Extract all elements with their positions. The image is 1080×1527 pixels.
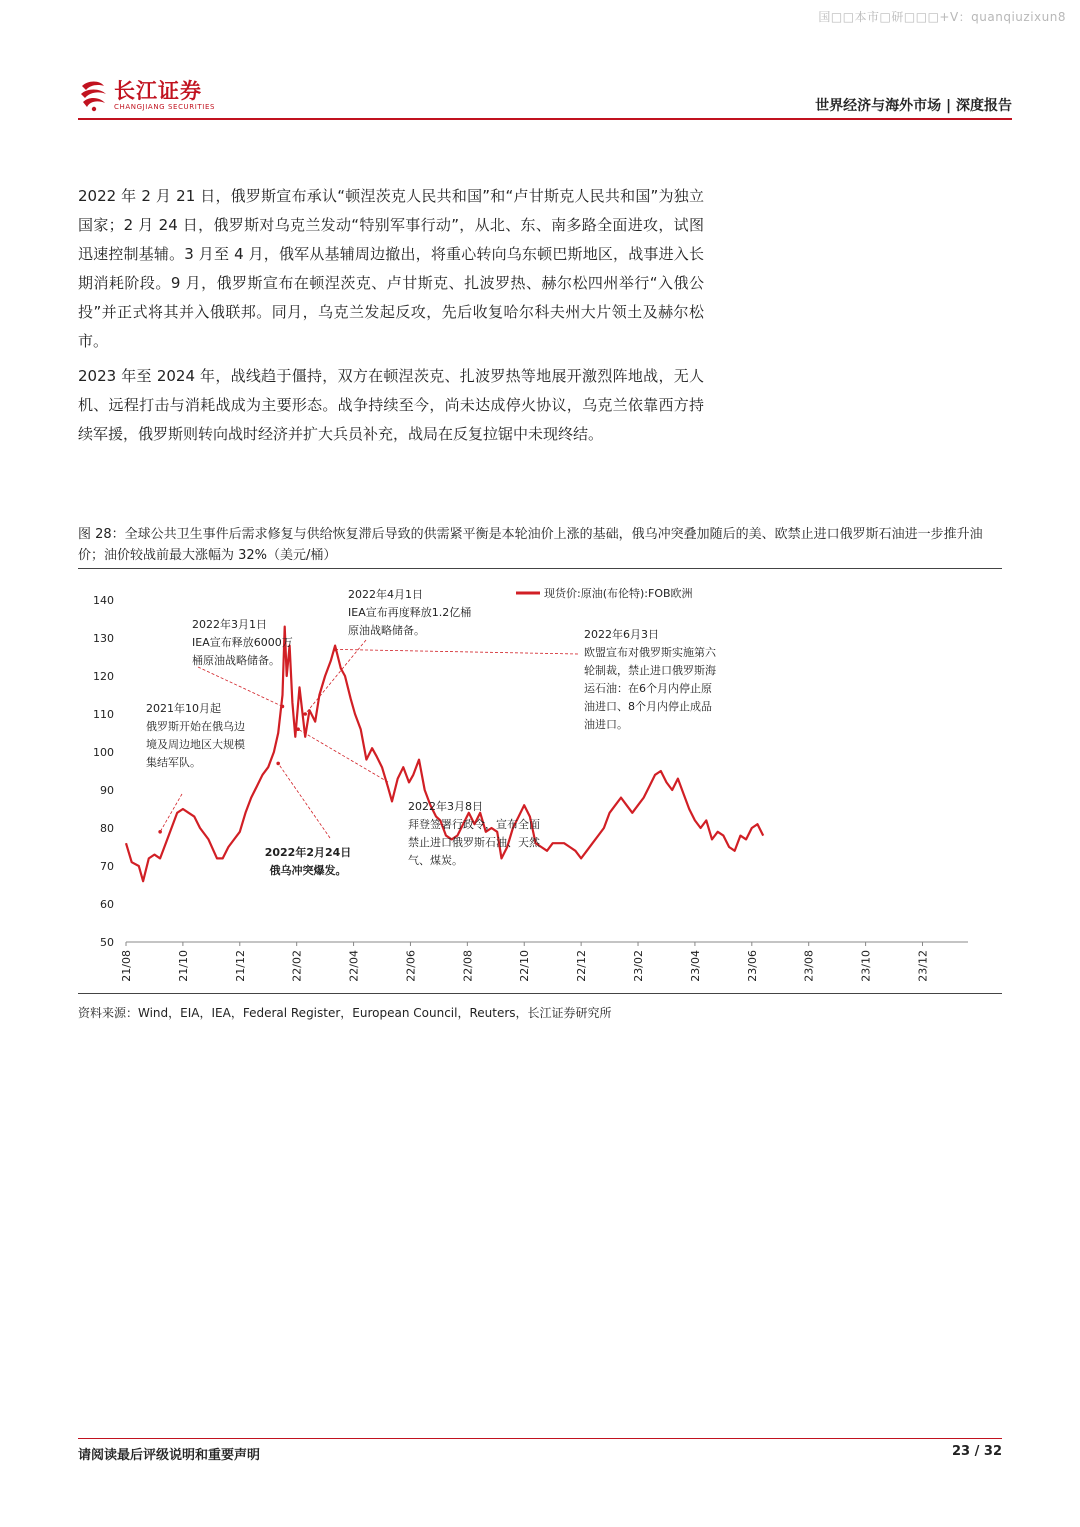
logo-name-en: CHANGJIANG SECURITIES — [114, 102, 216, 111]
x-tick-label: 22/08 — [461, 950, 475, 982]
figure-bottom-rule — [78, 993, 1002, 994]
annotation-pointer — [335, 649, 578, 654]
annotation-label: 集结军队。 — [146, 756, 201, 769]
y-tick-label: 70 — [100, 860, 114, 873]
annotation-label: IEA宣布释放6000万 — [192, 636, 293, 649]
figure-source: 资料来源：Wind，EIA，IEA，Federal Register，European Council，Reuters，长江证券研究所 — [78, 1006, 612, 1020]
annotation-label: 气、煤炭。 — [408, 854, 463, 867]
annotation-label: 2021年10月起 — [146, 702, 221, 715]
body-paragraph-2: 2023 年至 2024 年，战线趋于僵持，双方在顿涅茨克、扎波罗热等地展开激烈阵地战，无人机、远程打击与消耗战成为主要形态。战争持续至今，尚未达成停火协议，乌克兰依靠西方持续军援，俄罗斯则转向战时经济并扩大兵员补充，战局在反复拉锯中未现终结。 — [78, 367, 704, 443]
y-tick-label: 60 — [100, 898, 114, 911]
annotation-dot — [158, 830, 162, 834]
annotation-dot — [276, 762, 280, 766]
annotation-label: 2022年3月1日 — [192, 618, 267, 631]
annotation-label: 油进口、8个月内停止成品 — [584, 700, 712, 713]
x-tick-label: 23/08 — [802, 950, 816, 982]
annotation-label: 2022年6月3日 — [584, 628, 659, 641]
x-tick-label: 23/04 — [688, 950, 702, 982]
x-tick-label: 23/10 — [859, 950, 873, 982]
annotation-label: 俄罗斯开始在俄乌边 — [146, 720, 245, 733]
y-tick-label: 130 — [93, 632, 114, 645]
footer-disclaimer: 请阅读最后评级说明和重要声明 — [78, 1448, 261, 1463]
annotation-label: 桶原油战略储备。 — [192, 654, 280, 667]
header-divider — [78, 118, 1012, 120]
company-logo — [78, 78, 215, 112]
logo-name-cn: 长江证券 — [114, 78, 202, 103]
logo-emblem-icon — [78, 78, 110, 112]
y-tick-label: 140 — [93, 594, 114, 607]
y-tick-label: 100 — [93, 746, 114, 759]
annotation-label: 禁止进口俄罗斯石油、天然 — [408, 836, 540, 849]
annotation-dot — [296, 727, 300, 731]
annotation-dot — [281, 705, 285, 709]
annotation-label: 境及周边地区大规模 — [146, 738, 245, 751]
x-tick-label: 21/12 — [233, 950, 247, 982]
page-number: 23 / 32 — [952, 1444, 1002, 1459]
x-tick-label: 23/12 — [916, 950, 930, 982]
annotation-dot — [303, 712, 307, 716]
annotation-label: 俄乌冲突爆发。 — [269, 864, 347, 877]
annotation-label: 原油战略储备。 — [348, 624, 425, 637]
figure-caption: 图 28：全球公共卫生事件后需求修复与供给恢复滞后导致的供需紧平衡是本轮油价上涨的基础，俄乌冲突叠加随后的美、欧禁止进口俄罗斯石油进一步推升油价；油价较战前最大涨幅为 32%（美元/桶） — [78, 527, 983, 563]
x-tick-label: 22/12 — [575, 950, 589, 982]
x-tick-label: 22/10 — [518, 950, 532, 982]
body-paragraph-1: 2022 年 2 月 21 日，俄罗斯宣布承认“顿涅茨克人民共和国”和“卢甘斯克人民共和国”为独立国家；2 月 24 日，俄罗斯对乌克兰发动“特别军事行动”，从北、东、南多路全面进攻，试图迅速控制基辅。3 月至 4 月，俄军从基辅周边撤出，将重心转向乌东顿巴斯地区，战事进入长期消耗阶段。9 月，俄罗斯宣布在顿涅茨克、卢甘斯克、扎波罗热、赫尔松四州举行“入俄公投”并正式将其并入俄联邦。同月，乌克兰发起反攻，先后收复哈尔科夫州大片领土及赫尔松市。 — [78, 187, 704, 350]
annotation-label: 2022年2月24日 — [264, 846, 352, 859]
y-tick-label: 80 — [100, 822, 114, 835]
annotation-label: 2022年4月1日 — [348, 588, 423, 601]
annotation-pointer — [298, 729, 388, 782]
annotation-label: 2022年3月8日 — [408, 800, 483, 813]
y-tick-label: 120 — [93, 670, 114, 683]
x-tick-label: 22/02 — [290, 950, 304, 982]
annotation-label: 油进口。 — [584, 718, 628, 731]
annotation-label: 轮制裁，禁止进口俄罗斯海 — [584, 664, 716, 677]
oil-price-chart — [78, 572, 1002, 994]
y-tick-label: 50 — [100, 936, 114, 949]
legend-label: 现货价:原油(布伦特):FOB欧洲 — [544, 587, 693, 600]
annotation-label: 拜登签署行政令，宣布全面 — [408, 818, 540, 831]
x-tick-label: 22/04 — [347, 950, 361, 982]
y-tick-label: 90 — [100, 784, 114, 797]
annotation-pointer — [198, 667, 282, 706]
annotation-dot — [333, 648, 337, 652]
annotation-label: 运石油：在6个月内停止原 — [584, 682, 712, 695]
footer-divider — [78, 1438, 1002, 1439]
annotation-pointer — [278, 763, 330, 838]
x-tick-label: 23/06 — [745, 950, 759, 982]
annotation-label: 欧盟宣布对俄罗斯实施第六 — [584, 646, 716, 659]
watermark: 国□□本市□研□□□+V：quanqiuzixun8 — [818, 10, 1066, 24]
figure-top-rule — [78, 568, 1002, 569]
report-section-title: 世界经济与海外市场 | 深度报告 — [815, 98, 1012, 114]
annotation-label: IEA宣布再度释放1.2亿桶 — [348, 606, 472, 619]
x-tick-label: 21/08 — [120, 950, 133, 982]
x-tick-label: 21/10 — [176, 950, 190, 982]
x-tick-label: 22/06 — [404, 950, 418, 982]
y-tick-label: 110 — [93, 708, 114, 721]
x-tick-label: 23/02 — [632, 950, 646, 982]
